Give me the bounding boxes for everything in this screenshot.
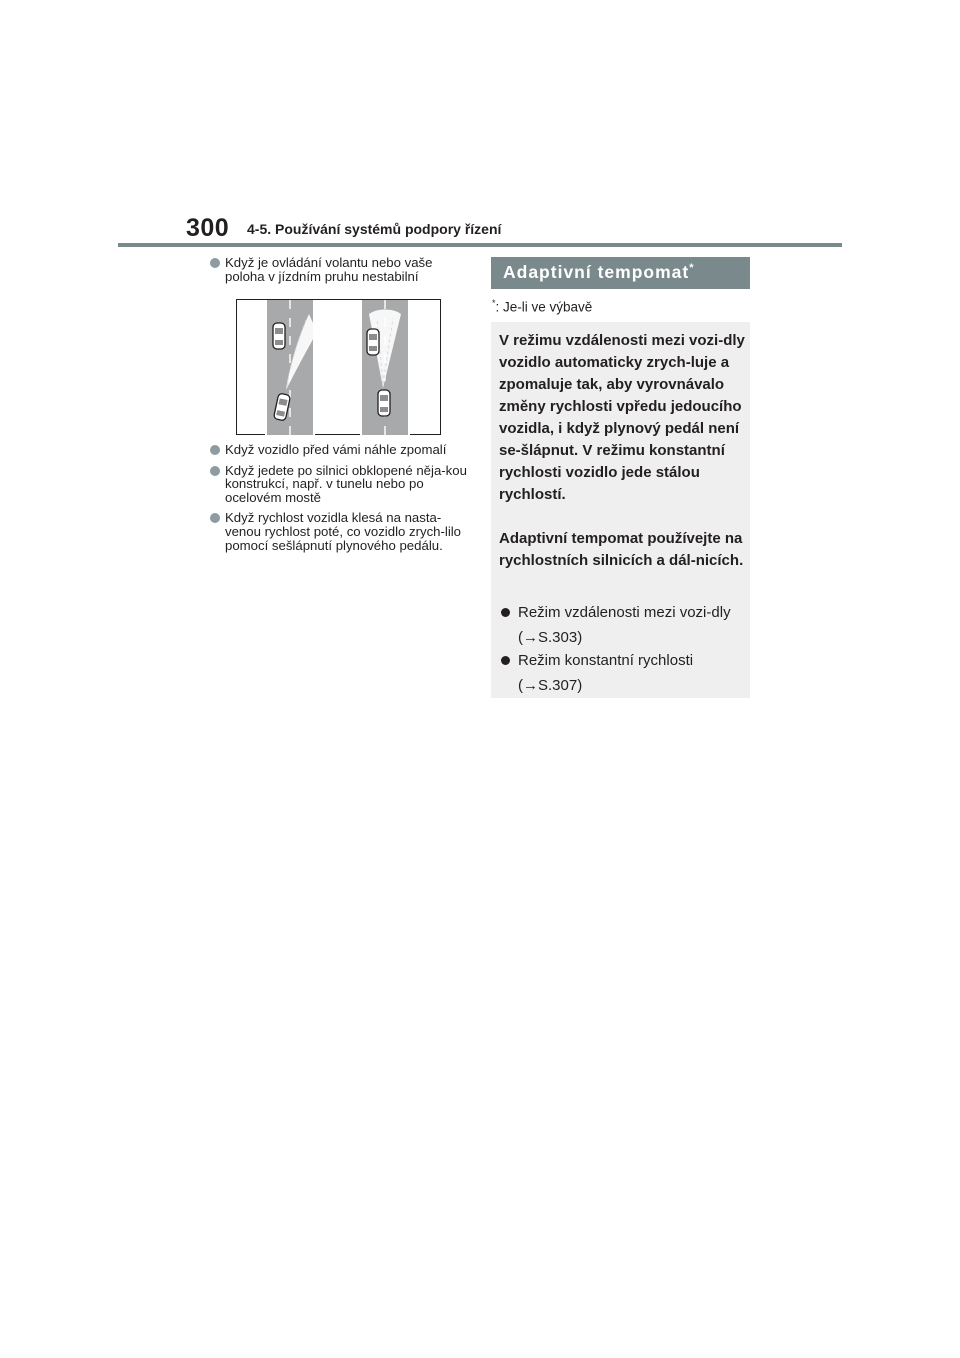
- section-title: 4-5. Používání systémů podpory řízení: [247, 221, 502, 237]
- usage-paragraph: Adaptivní tempomat používejte na rychlostních silnicích a dál-nicích.: [499, 530, 744, 569]
- lead-car-left: [273, 323, 285, 349]
- own-car-right: [378, 390, 390, 416]
- list-item: [210, 256, 470, 283]
- bullet-icon: [210, 466, 220, 476]
- condition-list-top: [210, 256, 470, 283]
- equipment-footnote: [492, 298, 592, 315]
- list-item: [210, 511, 470, 552]
- bullet-icon: [210, 258, 220, 268]
- list-item: [210, 464, 470, 505]
- lead-car-right: [367, 329, 379, 355]
- condition-list-bottom: [210, 443, 470, 559]
- bullet-icon: [210, 445, 220, 455]
- footnote-text: : Je-li ve výbavě: [495, 299, 593, 315]
- page-number: 300: [186, 214, 230, 242]
- mode-item-text: Režim vzdálenosti mezi vozi-dly (→S.303): [518, 604, 731, 646]
- mode-list: [499, 648, 745, 698]
- topic-title-text: Adaptivní tempomat: [503, 262, 690, 282]
- mode-item-distance[interactable]: [499, 600, 745, 650]
- lane-illustration: [236, 299, 441, 435]
- mode-item-text: Režim konstantní rychlosti (→S.307): [518, 652, 694, 694]
- list-item-text: Když jedete po silnici obklopené něja-kou konstrukcí, např. v tunelu nebo po ocelovém mostě: [225, 462, 467, 505]
- description-box: [491, 322, 750, 698]
- header-divider: [118, 243, 842, 247]
- footnote-asterisk: *: [492, 298, 496, 308]
- bullet-icon: [501, 608, 510, 617]
- mode-item-constant[interactable]: [499, 648, 745, 698]
- list-item: [210, 443, 470, 457]
- mode-list: [499, 600, 745, 650]
- description-paragraph: V režimu vzdálenosti mezi vozi-dly vozidlo automaticky zrych-luje a zpomaluje tak, aby vyrovnávalo změny rychlosti vpředu jedoucího vozidla, i když plynový pedál není se-šlápnut. V režimu konstantní rychlosti vozidlo jede stálou rychlostí.: [499, 332, 745, 503]
- list-item-text: Když vozidlo před vámi náhle zpomalí: [225, 442, 447, 457]
- title-asterisk: *: [689, 262, 695, 275]
- list-item-text: Když rychlost vozidla klesá na nasta-venou rychlost poté, co vozidlo zrych-lilo pomocí sešlápnutí plynového pedálu.: [225, 510, 462, 553]
- bullet-icon: [210, 513, 220, 523]
- bullet-icon: [501, 656, 510, 665]
- topic-title: [503, 262, 695, 283]
- list-item-text: Když je ovládání volantu nebo vaše poloha v jízdním pruhu nestabilní: [225, 255, 433, 284]
- topic-title-bar: [491, 257, 750, 289]
